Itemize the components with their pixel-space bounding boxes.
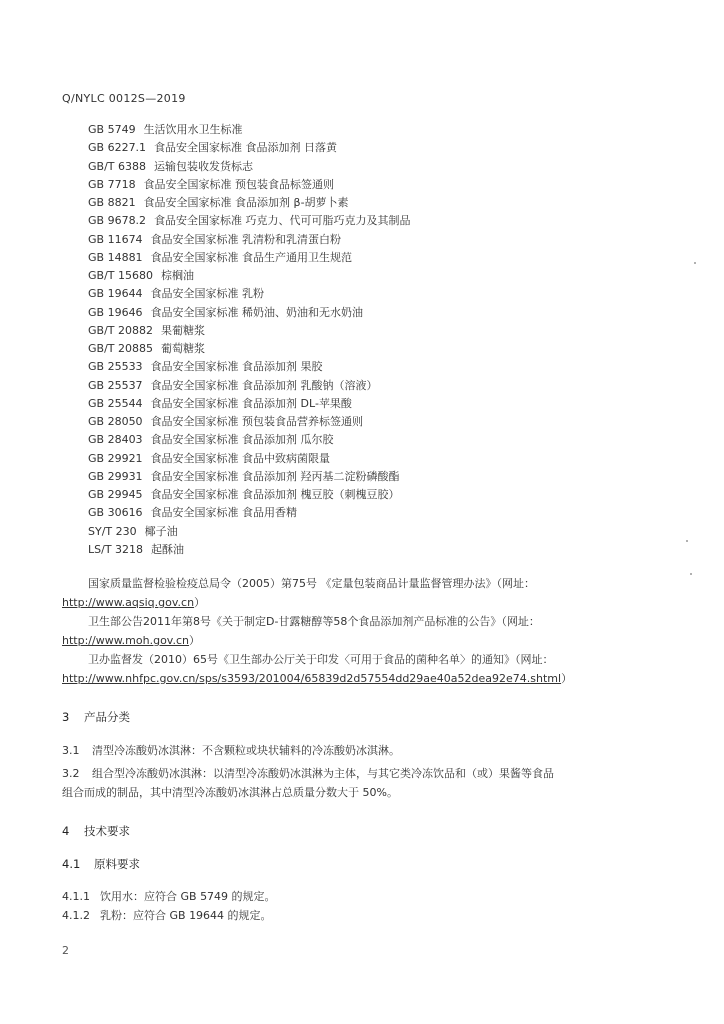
- reference-title: 食品安全国家标准 食品生产通用卫生规范: [150, 250, 353, 264]
- reference-code: GB 28403: [88, 433, 143, 447]
- reference-code: GB 28050: [88, 415, 143, 428]
- reference-code: GB 5749: [88, 123, 136, 136]
- reference-item: [88, 194, 411, 212]
- reference-item: [88, 139, 411, 157]
- announcement-url[interactable]: http://www.moh.gov.cn: [62, 634, 189, 647]
- reference-code: GB 29945: [88, 488, 143, 501]
- reference-item: [88, 231, 411, 249]
- reference-title: 食品安全国家标准 稀奶油、奶油和无水奶油: [150, 305, 364, 319]
- reference-title: 运输包装收发货标志: [154, 159, 253, 173]
- reference-code: GB/T 15680: [88, 269, 153, 282]
- section-3-heading: 3 产品分类: [62, 710, 130, 724]
- reference-code: GB 11674: [88, 232, 143, 246]
- reference-code: GB/T 20885: [88, 342, 153, 355]
- reference-item: [88, 450, 411, 468]
- reference-code: GB 29931: [88, 469, 143, 483]
- announcement-url[interactable]: http://www.aqsiq.gov.cn: [62, 596, 195, 609]
- reference-code: GB 25537: [88, 378, 143, 392]
- reference-code: GB 14881: [88, 250, 143, 264]
- reference-code: GB 29921: [88, 451, 143, 465]
- reference-code: GB 9678.2: [88, 214, 147, 228]
- reference-code: GB 25544: [88, 396, 143, 410]
- section-4-1-2: 4.1.2 乳粉：应符合 GB 19644 的规定。: [62, 909, 272, 922]
- reference-code: GB 7718: [88, 177, 136, 191]
- reference-title: 食品安全国家标准 巧克力、代可可脂巧克力及其制品: [154, 214, 411, 228]
- scan-speck: [694, 262, 696, 264]
- normative-references: [88, 121, 411, 559]
- reference-item: [88, 249, 411, 267]
- section-3-2: 3.2 组合型冷冻酸奶冰淇淋：以清型冷冻酸奶冰淇淋为主体，与其它类冷冻饮品和（或）果酱等食品 组合而成的制品，其中清型冷冻酸奶冰淇淋占总质量分数大于 50%。: [62, 767, 554, 799]
- reference-title: 食品安全国家标准 食品添加剂 果胶: [150, 360, 323, 374]
- reference-code: GB 30616: [88, 506, 143, 520]
- reference-item: [88, 121, 411, 139]
- reference-title: 果葡糖浆: [161, 323, 205, 337]
- reference-title: 食品安全国家标准 食品添加剂 槐豆胶（刺槐豆胶）: [150, 488, 400, 501]
- reference-code: SY/T 230: [88, 524, 137, 538]
- scan-speck: [686, 540, 688, 542]
- reference-code: GB 6227.1: [88, 141, 147, 155]
- doc-number: Q/NYLC 0012S—2019: [62, 92, 186, 105]
- announcement-tail: ）: [194, 596, 206, 609]
- reference-title: 食品安全国家标准 食品添加剂 羟丙基二淀粉磷酸酯: [150, 469, 400, 483]
- reference-item: [88, 395, 411, 413]
- reference-code: GB 25533: [88, 360, 143, 374]
- reference-title: 食品安全国家标准 乳粉: [150, 287, 265, 301]
- section-4-heading: 4 技术要求: [62, 824, 130, 838]
- reference-item: [88, 541, 411, 559]
- reference-title: 食品安全国家标准 食品中致病菌限量: [150, 451, 331, 465]
- reference-code: GB 19644: [88, 287, 143, 301]
- reference-title: 起酥油: [151, 542, 185, 556]
- reference-title: 食品安全国家标准 预包装食品营养标签通则: [150, 415, 364, 428]
- reference-code: GB/T 6388: [88, 159, 146, 173]
- reference-item: [88, 285, 411, 303]
- announcement-tail: ）: [561, 672, 573, 685]
- reference-title: 食品安全国家标准 食品添加剂 乳酸钠（溶液）: [150, 378, 378, 392]
- announcement-text: 卫生部公告2011年第8号《关于制定D-甘露糖醇等58个食品添加剂产品标准的公告》（网址：: [88, 615, 540, 628]
- reference-item: [88, 523, 411, 541]
- reference-title: 食品安全国家标准 食品用香精: [150, 506, 298, 520]
- section-3-title: 产品分类: [84, 710, 130, 724]
- section-4-title: 技术要求: [84, 824, 130, 838]
- reference-title: 食品安全国家标准 乳清粉和乳清蛋白粉: [150, 232, 342, 246]
- announcement-list: [62, 574, 662, 688]
- reference-item: [88, 413, 411, 431]
- reference-item: [88, 504, 411, 522]
- reference-code: GB/T 20882: [88, 323, 153, 337]
- reference-title: 食品安全国家标准 食品添加剂 DL-苹果酸: [150, 396, 352, 410]
- reference-title: 食品安全国家标准 食品添加剂 日落黄: [154, 141, 338, 155]
- reference-item: [88, 486, 411, 504]
- announcement-tail: ）: [188, 634, 200, 647]
- reference-item: [88, 176, 411, 194]
- reference-item: [88, 377, 411, 395]
- announcement-url-line: [62, 593, 662, 612]
- reference-title: 葡萄糖浆: [161, 342, 205, 355]
- section-4-1-1: 4.1.1 饮用水：应符合 GB 5749 的规定。: [62, 890, 276, 903]
- reference-title: 生活饮用水卫生标准: [143, 123, 243, 136]
- section-4-1-heading: 4.1 原料要求: [62, 857, 140, 871]
- reference-code: GB 8821: [88, 196, 136, 209]
- reference-title: 食品安全国家标准 预包装食品标签通则: [143, 177, 335, 191]
- reference-item: [88, 358, 411, 376]
- reference-item: [88, 304, 411, 322]
- announcement-url-line: [62, 669, 662, 688]
- announcement-url[interactable]: http://www.nhfpc.gov.cn/sps/s3593/201004/65839d2d57554dd29ae40a52dea92e74.shtml: [62, 672, 562, 685]
- announcement-text: 国家质量监督检验检疫总局令（2005）第75号 《定量包装商品计量监督管理办法》（网址：: [88, 577, 535, 590]
- reference-item: [88, 212, 411, 230]
- reference-item: [88, 340, 411, 358]
- reference-item: [88, 468, 411, 486]
- reference-title: 食品安全国家标准 食品添加剂 β-胡萝卜素: [143, 196, 349, 209]
- reference-title: 棕榈油: [161, 269, 194, 282]
- announcement-text: 卫办监督发（2010）65号《卫生部办公厅关于印发〈可用于食品的菌种名单〉的通知》（网址：: [88, 653, 554, 666]
- announcement-url-line: [62, 631, 662, 650]
- page-number: 2: [62, 944, 69, 957]
- reference-item: [88, 158, 411, 176]
- section-3-1: 3.1 清型冷冻酸奶冰淇淋：不含颗粒或块状辅料的冷冻酸奶冰淇淋。: [62, 744, 400, 757]
- reference-item: [88, 431, 411, 449]
- reference-title: 椰子油: [144, 524, 178, 538]
- scan-speck: [690, 573, 692, 575]
- reference-code: GB 19646: [88, 305, 143, 319]
- reference-title: 食品安全国家标准 食品添加剂 瓜尔胶: [150, 433, 334, 447]
- reference-code: LS/T 3218: [88, 542, 144, 556]
- reference-item: [88, 267, 411, 285]
- reference-item: [88, 322, 411, 340]
